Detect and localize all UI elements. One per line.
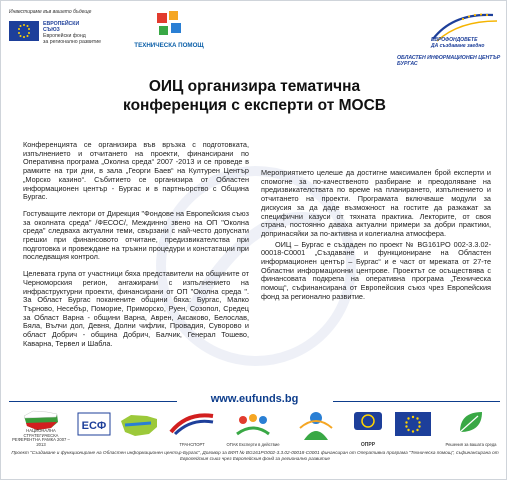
technical-assistance-mark-icon [155, 11, 183, 39]
technical-assistance-logo [131, 11, 207, 57]
oprr-logo [349, 408, 387, 448]
svg-text:ЕСФ: ЕСФ [81, 420, 107, 432]
article-paragraph: Целевата група от участници бяха представители на общините от Черноморския регион, ангажирани с изпълнението на инфраструктурни проекти, финансирани от ОП "Околна среда ". За Област Бургас поканените общини бяха: Бургас, Малко Търново, Несебър, Поморие, Приморско, Руен, Созопол, Средец за Област Варна - общини Варна, Аврен, Аксаково, Белослав, Бяла, Вълчи дол, Девня, Долни чифлик, Провадия, Суворово и област Добрич - община Добрич, Балчик, Генерал Тошево, Каварна, Тервел и Шабла. [23, 269, 249, 348]
esf-logo [77, 408, 111, 448]
opak-figures-icon [233, 412, 273, 438]
regional-center-line2: БУРГАС [397, 61, 418, 67]
eu-stars-icon [395, 412, 431, 438]
transport-logo [167, 408, 217, 448]
environment-programme-logo [441, 408, 501, 448]
opac-logo [291, 408, 341, 448]
transport-caption: ТРАНСПОРТ [179, 442, 205, 448]
eu-stars-logo [393, 408, 433, 448]
footer-divider-right [333, 401, 500, 402]
eu-logo-line4: за регионално развитие [43, 39, 102, 45]
leaf-icon [454, 408, 488, 436]
article-paragraph: ОИЦ – Бургас е създаден по проект № BG161PO 002-3.3.02-00018-C0001 „Създаване и функциониране на Областен информационен център – Бургас“ и е част от мрежата от 27-те Областни информационни центрове. Проектът се осъществява с финансовата подкрепа на оперативна програма „Техническа помощ“, съфинансирана от Европейския съюз чрез Европейския фонд за регионално развитие. [261, 239, 491, 301]
article-right-column [261, 169, 491, 310]
eu-logo-text [43, 21, 101, 45]
regional-center-line1: ОБЛАСТЕН ИНФОРМАЦИОНЕН ЦЕНТЪР [397, 55, 501, 61]
eurofunds-wordmark [431, 37, 484, 49]
article-left-column [23, 141, 249, 356]
footer-divider-left [9, 401, 177, 402]
technical-assistance-label: ТЕХНИЧЕСКА ПОМОЩ [134, 42, 204, 49]
partner-logos [9, 408, 501, 448]
article-paragraph: Конференцията се организира във връзка с подготовката, изпълнението и отчитането на проекти, финансирани по Оперативна програма „Околна среда“ 2007 -2013 и се проведе в рамките на три дни, в зала „Георги Баев“ на Културен Център „Морско казино“. Събитието се организира от Областен информационен център - Бургас и в партньорство с Община Бургас. [23, 140, 249, 202]
title-line1: ОИЦ организира тематична [148, 78, 361, 95]
regional-center-name [397, 55, 500, 67]
funding-disclaimer: Проект "Създаване и функциониране на Областен информационен център-Бургас", Договор за БФП № BG161PO002-3.3.02-00018-C0001 финансиран от Оперативна програма "Техническа помощ", съфинансирана от Европейския съюз чрез Европейския фонд за регионално развитие [11, 450, 499, 461]
bulgaria-outline-icon [117, 411, 161, 441]
eu-logo-caption: Инвестираме във вашето бъдеще [9, 9, 92, 15]
footer-url-bar [1, 393, 507, 405]
eu-logo-line3: Европейски фонд [43, 33, 86, 39]
nsrf-logo [9, 408, 73, 448]
oprr-mark-icon [351, 410, 385, 438]
page-title [1, 77, 507, 115]
eurofunds-line2: ДА създаване заедно [431, 43, 485, 49]
opac-person-icon [296, 410, 336, 444]
article-paragraph: Гостуващите лектори от Дирекция "Фондове на Европейския съюз за околната среда" /ФЕСОС/, Междинно звено на ОП "Околна среда" следвaха актуални теми, свързани с най-често допуснати грешки при финансовото отчитане, предизвикателства при подготовка и провеждане на тръжни процедури и констатации при последващия контрол. [23, 208, 249, 262]
environment-caption: Решения за вашата среда [445, 442, 497, 448]
eu-logo-line1: ЕВРОПЕЙСКИ [43, 21, 80, 27]
oprr-caption: ОПРР [360, 442, 376, 449]
eu-logo-line2: СЪЮЗ [43, 27, 60, 33]
transport-arrow-icon [167, 410, 217, 438]
regional-info-center-logo [393, 9, 501, 65]
opak-caption: ОПАК Експерти в действие [226, 442, 280, 448]
eu-logo [9, 9, 119, 57]
eufunds-link[interactable]: www.eufunds.bg [210, 393, 299, 405]
article-paragraph: Мероприятието целеше да достигне максимален брой експерти и спомогне за по-качественото разбиране и преодоляване на предизвикателствата по време на планирането, изпълнението и отчитането на проекти. Програмата включваше модули за дискусия за да даде възможност на гостите да разкажат за специфични казуси от тяхната практика. Лекторите, от своя страна, постоянно даваха актуални примери за добри практики, допринасяйки за по-активна и колегиална атмосфера. [261, 168, 491, 238]
esf-mark-icon [77, 410, 111, 440]
eurofunds-line1: ЕВРОФОНДОВЕТЕ [431, 37, 478, 43]
eu-flag-icon [9, 21, 39, 41]
nsrf-caption: НАЦИОНАЛНА СТРАТЕГИЧЕСКА РЕФЕРЕНТНА РАМКА 2007 – 2013 [12, 427, 70, 448]
opak-logo [223, 408, 283, 448]
title-line2: конференция с експерти от МОСВ [123, 97, 386, 114]
regional-programme-logo [117, 408, 161, 448]
